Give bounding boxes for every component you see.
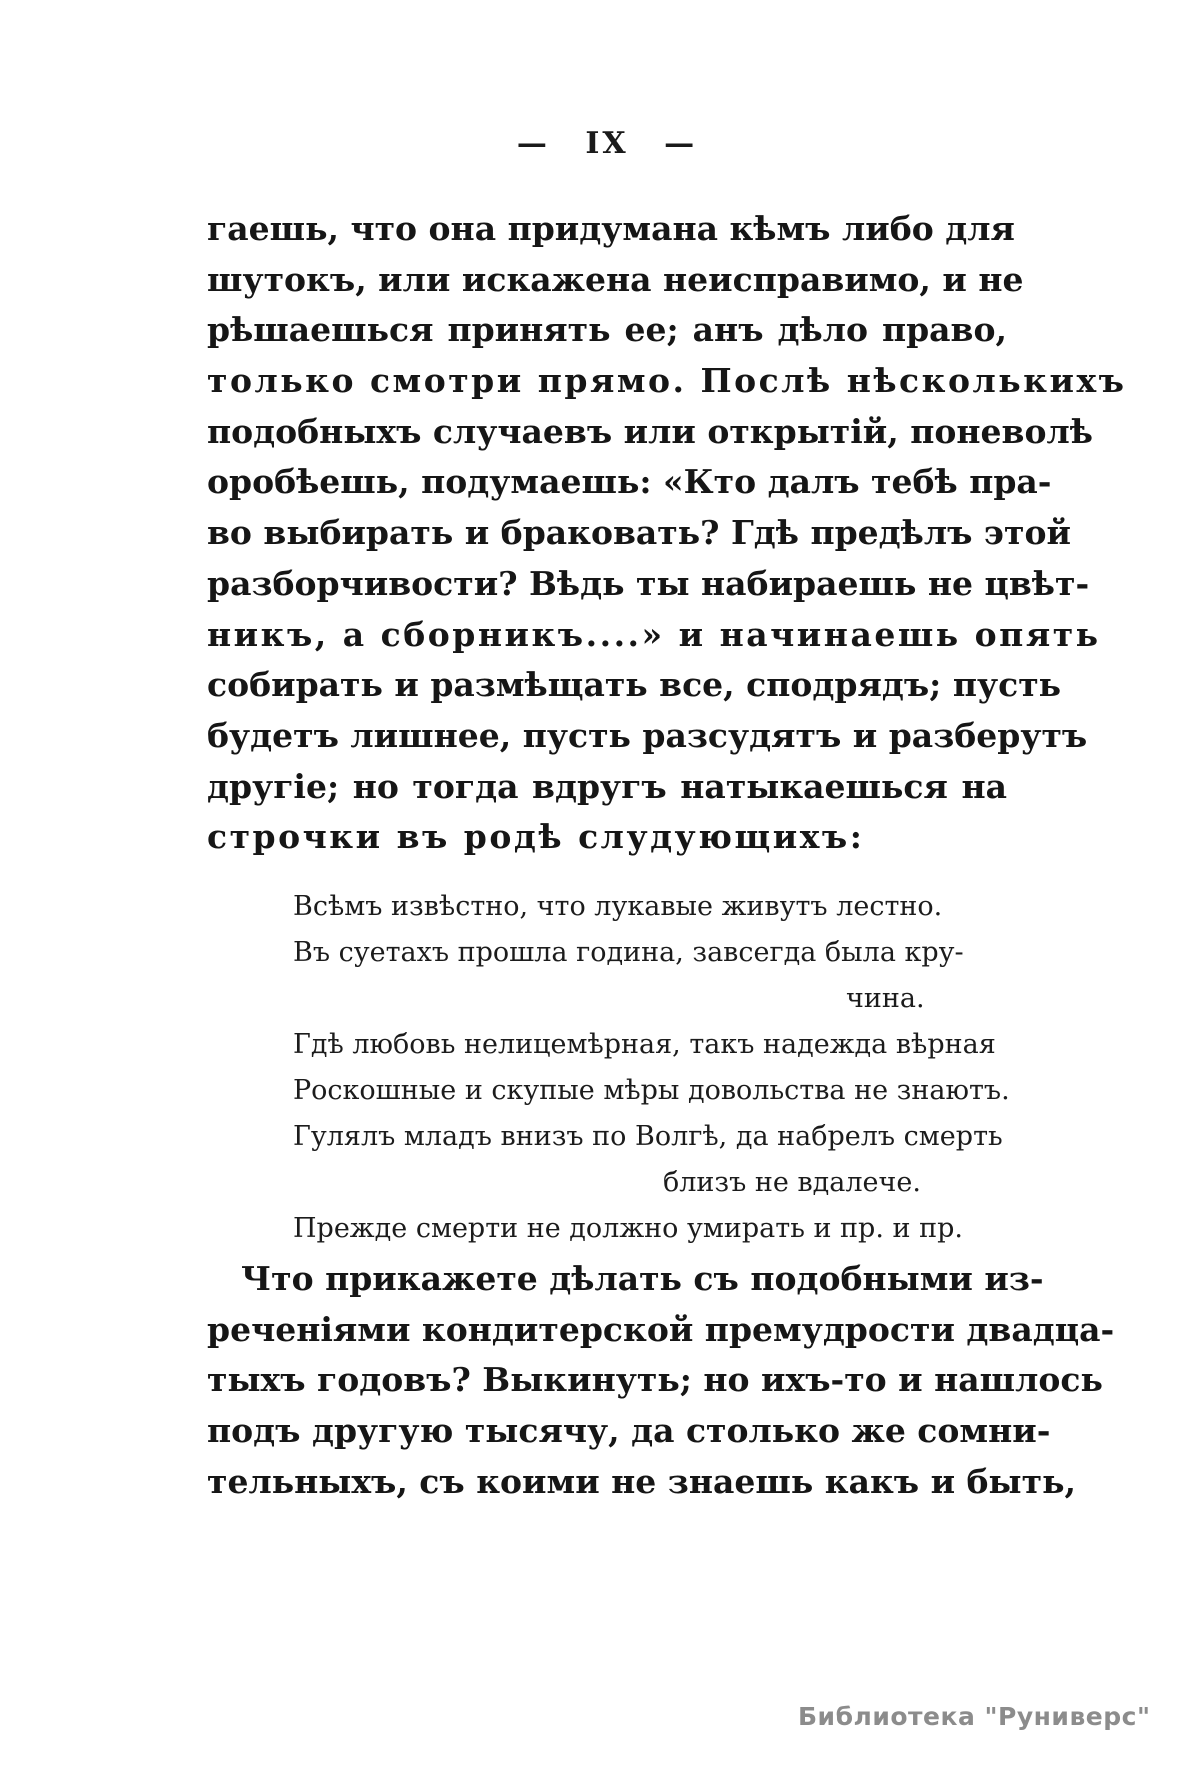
text-line: гаешь, что она придумана кѣмъ либо для bbox=[207, 209, 1015, 248]
text-line: во выбирать и браковать? Гдѣ предѣлъ этой bbox=[207, 513, 1071, 553]
text-line: Что прикажете дѣлать съ подобными из- bbox=[241, 1259, 1044, 1298]
text-line: рѣшаешься принять ее; анъ дѣло право, bbox=[207, 310, 1007, 350]
verse-line: Прежде смерти не должно умирать и пр. и пр. bbox=[293, 1213, 963, 1244]
text-line: строчки въ родѣ слудующихъ: bbox=[207, 817, 865, 857]
verse-line: Всѣмъ извѣстно, что лукавые живутъ лестно. bbox=[293, 891, 943, 922]
body-paragraph-2 bbox=[207, 1254, 1115, 1507]
text-line: только смотри прямо. Послѣ нѣсколькихъ bbox=[207, 361, 1127, 401]
text-line: подъ другую тысячу, да столько же сомни- bbox=[207, 1411, 1051, 1451]
text-line: тельныхъ, съ коими не знаешь какъ и быть, bbox=[207, 1461, 1076, 1501]
text-line: никъ, а сборникъ....» и начинаешь опять bbox=[207, 614, 1101, 654]
text-line: оробѣешь, подумаешь: «Кто далъ тебѣ пра- bbox=[207, 462, 1052, 502]
text-line: разборчивости? Вѣдь ты набираешь не цвѣт- bbox=[207, 563, 1090, 603]
verse-line-continuation: близъ не вдалече. bbox=[663, 1167, 921, 1198]
verse-quote-block bbox=[293, 884, 1010, 1252]
verse-line: Въ суетахъ прошла година, завсегда была кру- bbox=[293, 937, 964, 968]
verse-line: Гулялъ младъ внизъ по Волгѣ, да набрелъ смерть bbox=[293, 1121, 1003, 1152]
text-line: реченіями кондитерской премудрости двадца- bbox=[207, 1309, 1115, 1349]
verse-line: Гдѣ любовь нелицемѣрная, такъ надежда вѣрная bbox=[293, 1029, 996, 1060]
text-line: шутокъ, или искажена неисправимо, и не bbox=[207, 259, 1024, 299]
verse-line-continuation: чина. bbox=[846, 983, 925, 1014]
library-watermark: Библиотека "Руниверс" bbox=[798, 1702, 1151, 1731]
text-line: другіе; но тогда вдругъ натыкаешься на bbox=[207, 766, 1007, 806]
page-number-header: — IX — bbox=[516, 126, 698, 161]
text-line: подобныхъ случаевъ или открытій, поневолѣ bbox=[207, 411, 1093, 451]
verse-line: Роскошные и скупые мѣры довольства не знаютъ. bbox=[293, 1075, 1010, 1106]
text-line: будетъ лишнее, пусть разсудятъ и разберутъ bbox=[207, 715, 1088, 755]
text-line: тыхъ годовъ? Выкинуть; но ихъ-то и нашлось bbox=[207, 1360, 1103, 1400]
body-paragraph-1 bbox=[207, 204, 1127, 863]
text-line: собирать и размѣщать все, сподрядъ; пусть bbox=[207, 665, 1062, 705]
